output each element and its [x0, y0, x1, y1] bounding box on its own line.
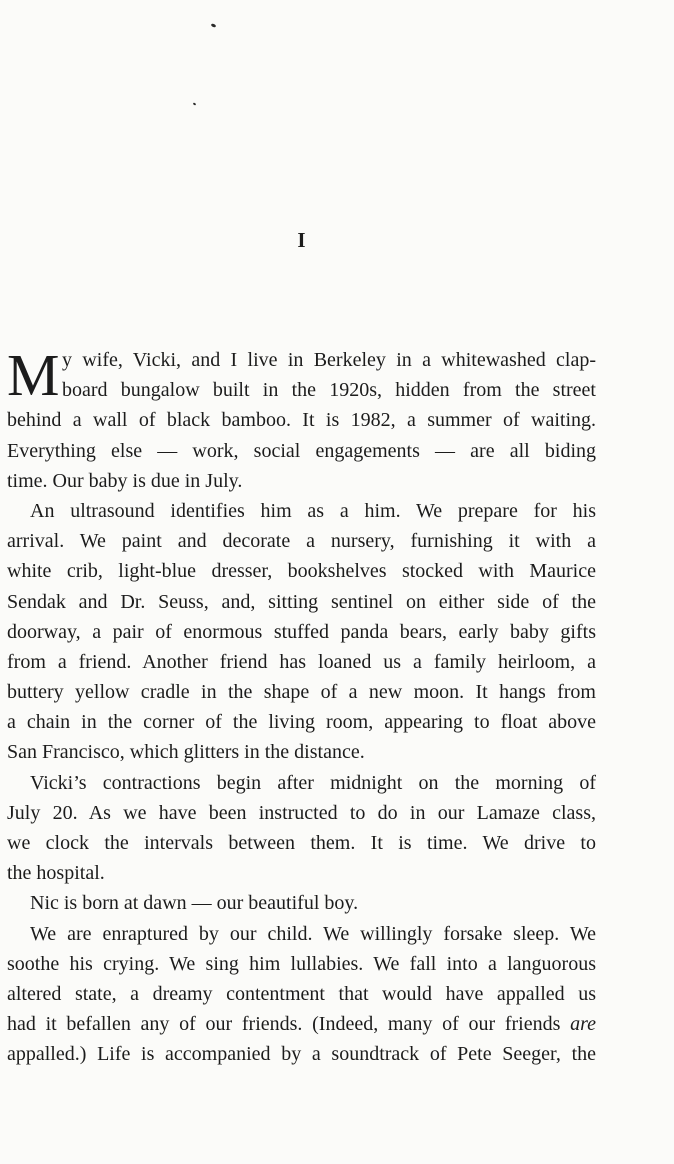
text-line: we clock the intervals between them. It is time. We drive to — [7, 832, 596, 854]
text-line: July 20. As we have been instructed to do in our Lamaze class, — [7, 801, 596, 824]
text-line: the hospital. — [7, 862, 105, 885]
text-line: Sendak and Dr. Seuss, and, sitting sentinel on either side of the — [7, 590, 596, 613]
text-line: from a friend. Another friend has loaned us a family heirloom, a — [7, 650, 596, 673]
paragraph-4 — [7, 888, 596, 918]
paper-speck — [193, 102, 197, 105]
text-line-with-emphasis — [7, 1009, 596, 1039]
text-line: Everything else — work, social engagements — are all biding — [7, 439, 596, 462]
text-line: soothe his crying. We sing him lullabies. We fall into a languorous — [7, 952, 596, 975]
paragraph-1 — [7, 342, 596, 496]
text-line: An ultrasound identifies him as a him. We prepare for his — [30, 499, 596, 522]
body-text — [7, 342, 596, 1070]
text-line: board bungalow built in the 1920s, hidden from the street — [62, 379, 596, 402]
text-line: Nic is born at dawn — our beautiful boy. — [30, 892, 359, 915]
text-line: San Francisco, which glitters in the distance. — [7, 741, 365, 764]
text-line: behind a wall of black bamboo. It is 1982, a summer of waiting. — [7, 409, 596, 432]
paper-speck — [211, 23, 217, 28]
chapter-number: I — [297, 228, 307, 252]
text-line: buttery yellow cradle in the shape of a new moon. It hangs from — [7, 681, 596, 704]
paragraph-2 — [7, 496, 596, 768]
text-line: We are enraptured by our child. We willingly forsake sleep. We — [30, 922, 596, 945]
emphasized-word: are — [570, 1013, 596, 1036]
drop-cap: M — [7, 342, 60, 408]
text-line: appalled.) Life is accompanied by a soundtrack of Pete Seeger, the — [7, 1043, 596, 1066]
text-line: arrival. We paint and decorate a nursery, furnishing it with a — [7, 530, 596, 553]
text-line: a chain in the corner of the living room, appearing to float above — [7, 711, 596, 734]
text-line-segment: had it befallen any of our friends. (Indeed, many of our friends — [7, 1013, 561, 1036]
paragraph-3 — [7, 768, 596, 889]
paragraph-5 — [7, 919, 596, 1070]
text-line: doorway, a pair of enormous stuffed panda bears, early baby gifts — [7, 620, 596, 643]
text-line: time. Our baby is due in July. — [7, 469, 243, 492]
text-line: altered state, a dreamy contentment that would have appalled us — [7, 982, 596, 1005]
text-line: Vicki’s contractions begin after midnight on the morning of — [30, 771, 596, 794]
text-line: white crib, light-blue dresser, bookshelves stocked with Maurice — [7, 560, 596, 583]
text-line: y wife, Vicki, and I live in Berkeley in a whitewashed clap- — [62, 349, 596, 371]
